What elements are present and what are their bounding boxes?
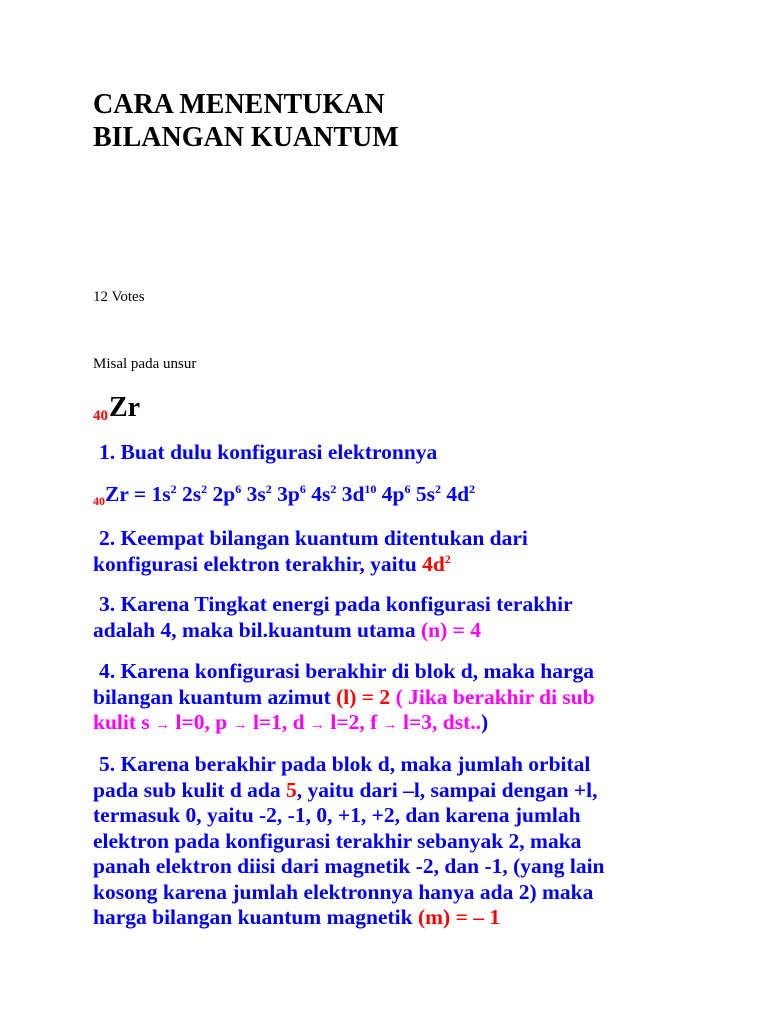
- step-5-line-6: kosong karena jumlah elektronnya hanya ada 2) maka: [93, 879, 594, 904]
- orbital-electrons: 2: [469, 482, 476, 496]
- orbital-term: 3s: [246, 482, 266, 506]
- step-5: [93, 752, 693, 931]
- step-4: [93, 659, 693, 739]
- subshell-f-value: l=3, dst..: [397, 710, 481, 734]
- subshell-d: l=1, d: [247, 710, 311, 734]
- step-1: [93, 440, 693, 466]
- orbital-term: 5s: [415, 482, 435, 506]
- principal-quantum-number: (n) = 4: [420, 617, 481, 642]
- highlight-orbital: 4d: [422, 551, 445, 576]
- orbital-term: 1s: [151, 482, 171, 506]
- step-5-line-4: elektron pada konfigurasi terakhir sebanyak 2, maka: [93, 828, 582, 853]
- orbital-electrons: 6: [299, 482, 306, 496]
- atomic-number: 40: [93, 408, 108, 424]
- step-2-line-1: 2. Keempat bilangan kuantum ditentukan dari: [99, 526, 528, 550]
- orbital-electrons: 6: [404, 482, 411, 496]
- step-5-line-7a: harga bilangan kuantum magnetik: [93, 905, 418, 929]
- step-4-line-2d: Jika berakhir di sub: [408, 684, 595, 709]
- step-3-line-2: adalah 4, maka bil.kuantum utama: [93, 617, 421, 642]
- element-symbol: [93, 392, 140, 425]
- orbital-term: 4p: [381, 482, 405, 506]
- step-5-line-5: panah elektron diisi dari magnetik -2, dan -1, (yang lain: [93, 854, 605, 878]
- step-5-line-2c: , yaitu dari –l, sampai dengan +l,: [296, 777, 598, 802]
- arrow-icon: →: [155, 717, 171, 733]
- step-4-line-1: 4. Karena konfigurasi berakhir di blok d, maka harga: [99, 659, 594, 683]
- element-name: Zr: [109, 392, 141, 423]
- votes-count: 12 Votes: [93, 289, 145, 305]
- step-5-line-3: termasuk 0, yaitu -2, -1, 0, +1, +2, dan karena jumlah: [93, 803, 581, 827]
- orbital-term: 4s: [311, 482, 331, 506]
- orbital-list: [152, 482, 476, 506]
- orbital-electrons: 2: [435, 482, 441, 496]
- orbital-electrons: 2: [201, 482, 208, 496]
- step-5-line-2a: pada sub kulit d ada: [93, 777, 287, 802]
- arrow-icon: →: [232, 717, 248, 733]
- config-atomic-number: 40: [93, 494, 105, 508]
- arrow-icon: →: [382, 717, 398, 733]
- title-line-2: BILANGAN KUANTUM: [93, 122, 399, 153]
- orbital-term: 3d: [341, 482, 365, 506]
- orbital-term: 2s: [182, 482, 202, 506]
- title-line-1: CARA MENENTUKAN: [93, 89, 385, 120]
- step-2-highlight: [422, 552, 451, 576]
- orbital-term: 3p: [277, 482, 300, 506]
- magnetic-quantum-number: (m) = – 1: [417, 905, 501, 929]
- subshell-p: l=0, p: [170, 710, 233, 734]
- step-4-line-3: [93, 710, 481, 734]
- step-3-line-1: 3. Karena Tingkat energi pada konfigurasi terakhir: [99, 592, 573, 616]
- orbital-term: 2p: [212, 482, 236, 506]
- step-4-line-2a: bilangan kuantum azimut: [93, 684, 337, 709]
- orbital-electrons: 2: [330, 482, 337, 496]
- azimuthal-quantum-number: (l) = 2: [336, 684, 391, 709]
- step-5-line-1: 5. Karena berakhir pada blok d, maka jumlah orbital: [99, 752, 591, 776]
- orbital-term: 4d: [446, 482, 470, 506]
- orbital-electrons: 10: [364, 482, 377, 496]
- subshell-f: l=2, f: [325, 710, 383, 734]
- highlight-electrons: 2: [444, 551, 451, 566]
- electron-configuration: [93, 482, 693, 515]
- orbital-electrons: 2: [170, 482, 177, 496]
- step-3: [93, 592, 693, 643]
- step-2: [93, 526, 693, 577]
- step-4-line-2c: (: [390, 684, 409, 709]
- orbital-count: 5: [286, 777, 297, 802]
- step-2-line-2: konfigurasi elektron terakhir, yaitu: [93, 551, 423, 576]
- page-title: [93, 88, 399, 154]
- step-4-close-paren: ): [481, 710, 489, 734]
- orbital-electrons: 6: [235, 482, 242, 496]
- config-lhs: Zr =: [105, 482, 152, 506]
- arrow-icon: →: [310, 717, 326, 733]
- intro-text: Misal pada unsur: [93, 356, 197, 372]
- step-1-text: 1. Buat dulu konfigurasi elektronnya: [99, 440, 438, 464]
- subshell-s: kulit s: [93, 710, 156, 734]
- orbital-electrons: 2: [265, 482, 272, 496]
